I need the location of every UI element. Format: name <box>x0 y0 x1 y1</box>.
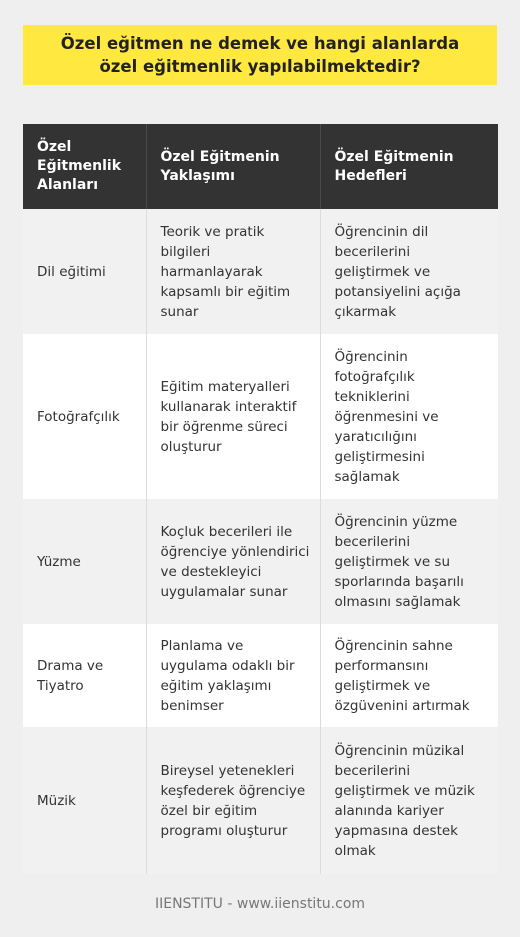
cell-approach: Eğitim materyalleri kullanarak interaktif bir öğrenme süreci oluşturur <box>146 334 320 499</box>
column-header-area: Özel Eğitmenlik Alanları <box>23 124 146 209</box>
cell-area: Müzik <box>23 727 146 874</box>
cell-area: Yüzme <box>23 499 146 624</box>
table-header-row <box>23 124 498 209</box>
title-banner <box>23 25 497 85</box>
table-row <box>23 499 498 624</box>
cell-approach: Bireysel yetenekleri keşfederek öğrenciye özel bir eğitim programı oluşturur <box>146 727 320 874</box>
page-title: Özel eğitmen ne demek ve hangi alanlarda özel eğitmenlik yapılabilmektedir? <box>60 34 460 76</box>
cell-approach: Planlama ve uygulama odaklı bir eğitim yaklaşımı benimser <box>146 624 320 727</box>
table-row <box>23 334 498 499</box>
cell-goal: Öğrencinin sahne performansını geliştirmek ve özgüvenini artırmak <box>320 624 498 727</box>
cell-approach: Teorik ve pratik bilgileri harmanlayarak kapsamlı bir eğitim sunar <box>146 209 320 334</box>
column-header-goal: Özel Eğitmenin Hedefleri <box>320 124 498 209</box>
cell-goal: Öğrencinin fotoğrafçılık tekniklerini öğrenmesini ve yaratıcılığını geliştirmesini sağlamak <box>320 334 498 499</box>
cell-area: Dil eğitimi <box>23 209 146 334</box>
table-row <box>23 624 498 727</box>
data-table <box>23 124 498 874</box>
cell-goal: Öğrencinin dil becerilerini geliştirmek ve potansiyelini açığa çıkarmak <box>320 209 498 334</box>
cell-area: Fotoğrafçılık <box>23 334 146 499</box>
footer-credit: IIENSTITU - www.iienstitu.com <box>154 896 366 912</box>
table-row <box>23 727 498 874</box>
cell-approach: Koçluk becerileri ile öğrenciye yönlendirici ve destekleyici uygulamalar sunar <box>146 499 320 624</box>
cell-goal: Öğrencinin müzikal becerilerini geliştirmek ve müzik alanında kariyer yapmasına destek olmak <box>320 727 498 874</box>
cell-area: Drama ve Tiyatro <box>23 624 146 727</box>
column-header-approach: Özel Eğitmenin Yaklaşımı <box>146 124 320 209</box>
table-row <box>23 209 498 334</box>
cell-goal: Öğrencinin yüzme becerilerini geliştirmek ve su sporlarında başarılı olmasını sağlamak <box>320 499 498 624</box>
